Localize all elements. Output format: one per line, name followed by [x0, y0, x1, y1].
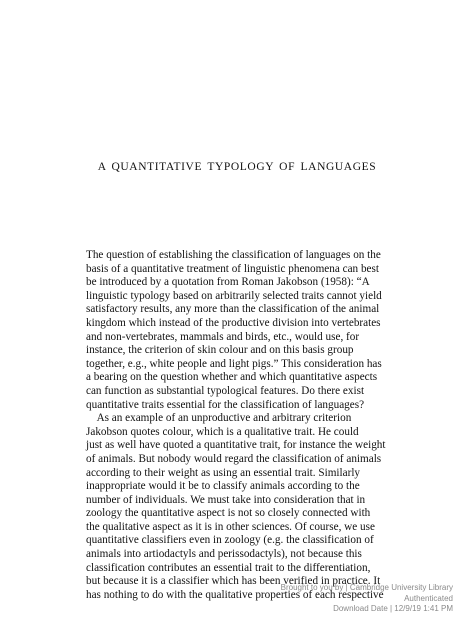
- footer-download-date: Download Date | 12/9/19 1:41 PM: [333, 604, 453, 613]
- body-line: basis of a quantitative treatment of linguistic phenomena can best: [86, 262, 379, 275]
- body-line: the qualitative aspect as it is in other sciences. Of course, we use: [86, 520, 375, 533]
- body-line: a bearing on the question whether and which quantitative aspects: [86, 371, 378, 384]
- body-line: has nothing to do with the qualitative properties of each respective: [86, 588, 384, 601]
- body-line: be introduced by a quotation from Roman Jakobson (1958): “A: [86, 276, 370, 289]
- body-line: The question of establishing the classification of languages on the: [86, 249, 381, 261]
- footer-provider: Brought to you by | Cambridge University Library: [280, 583, 453, 592]
- body-line: animals into artiodactyls and perissodactyls), not because this: [86, 548, 362, 561]
- body-line: and non-vertebrates, mammals and birds, etc., would use, for: [86, 330, 360, 343]
- body-line: classification contributes an essential trait to the differentiation,: [86, 561, 371, 574]
- access-footer: [281, 583, 453, 615]
- body-line: can function as substantial typological features. Do there exist: [86, 384, 365, 397]
- footer-authenticated: Authenticated: [404, 593, 453, 603]
- body-line: quantitative classifiers even in zoology (e.g. the classification of: [86, 534, 374, 547]
- body-line: just as well have quoted a quantitative trait, for instance the weight: [86, 439, 386, 452]
- body-line: Jakobson quotes colour, which is a qualitative trait. He could: [86, 425, 359, 438]
- body-line: zoology the quantitative aspect is not so closely connected with: [86, 507, 371, 520]
- body-line: inappropriate would it be to classify animals according to the: [86, 480, 360, 493]
- body-line: satisfactory results, any more than the classification of the animal: [86, 303, 380, 316]
- body-line: instance, the criterion of skin colour and on this basis group: [86, 344, 354, 357]
- body-line: kingdom which instead of the productive division into vertebrates: [86, 316, 381, 329]
- body-line: linguistic typology based on arbitrarily selected traits cannot yield: [86, 289, 382, 302]
- body-line: quantitative traits essential for the classification of languages?: [86, 398, 365, 411]
- body-line: according to their weight as using an essential trait. Similarly: [86, 466, 361, 479]
- body-line: As an example of an unproductive and arbitrary criterion: [86, 412, 352, 425]
- body-text: [86, 249, 474, 602]
- body-line: of animals. But nobody would regard the classification of animals: [86, 452, 382, 465]
- chapter-title: A QUANTITATIVE TYPOLOGY OF LANGUAGES: [97, 161, 377, 173]
- body-line: but because it is a classifier which has been verified in practice. It: [86, 575, 381, 588]
- body-line: together, e.g., white people and light pigs.” This consideration has: [86, 357, 382, 370]
- body-line: number of individuals. We must take into consideration that in: [86, 493, 366, 506]
